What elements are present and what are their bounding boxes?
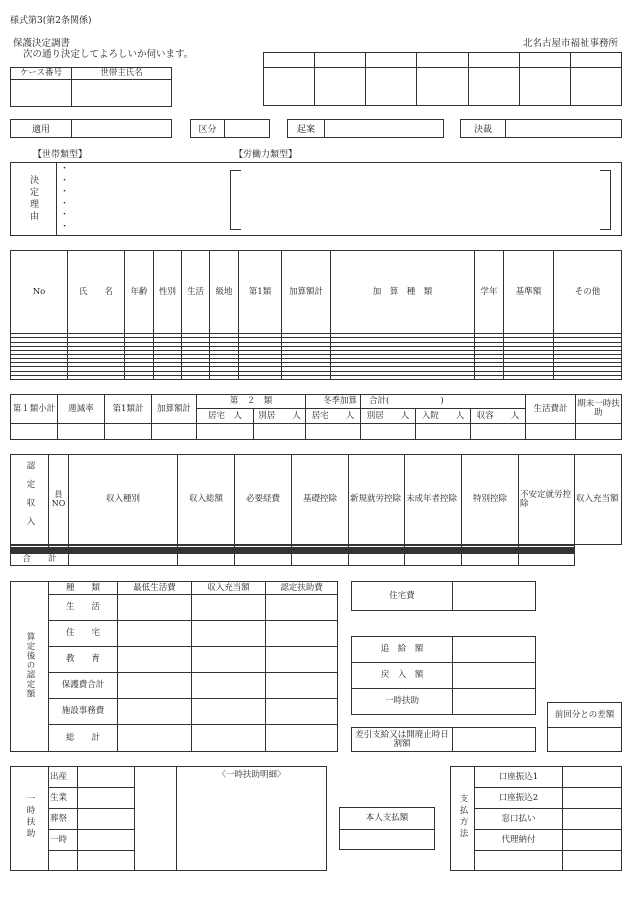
winter-facility-label: 収容 人 — [471, 409, 526, 424]
housing-cost-table — [351, 581, 536, 611]
office-name: 北名古屋市福祉事務所 — [523, 38, 619, 49]
case-info-table — [10, 67, 172, 107]
income-gross-label: 収入総額 — [178, 455, 235, 545]
type2-label: 第 ２ 類 — [197, 395, 306, 409]
winter-separate-label: 別居 人 — [361, 409, 416, 424]
temp-birth: 出産 — [49, 767, 78, 788]
net-payment-table — [351, 727, 536, 752]
pay-proxy: 代理納付 — [475, 830, 563, 851]
bracket-right — [600, 170, 611, 230]
form-number: 様式第3(第2条関係) — [10, 16, 92, 26]
col-age: 年齢 — [125, 251, 154, 334]
additional-pay-label: 追 給 額 — [352, 637, 453, 663]
required-expense-label: 必要経費 — [235, 455, 292, 545]
self-payment-label: 本人支払額 — [340, 808, 435, 830]
col-name: 氏 名 — [68, 251, 125, 334]
member-cell[interactable] — [11, 375, 68, 379]
addition-total-label: 加算額計 — [152, 395, 197, 424]
payment-method-label-cell — [451, 767, 475, 871]
living-cost-total-label: 生活費計 — [526, 395, 576, 424]
income-type-label: 収入種別 — [69, 455, 178, 545]
income-total-label: 合 計 — [11, 554, 69, 566]
row-housing: 住 宅 — [49, 621, 118, 647]
member-cell[interactable] — [239, 375, 282, 379]
type2-home-label: 居宅 人 — [197, 409, 254, 424]
post-calculation-table — [10, 581, 338, 752]
member-cell[interactable] — [554, 375, 622, 379]
type2-separate-label: 別居 人 — [254, 409, 306, 424]
reason-bullets: ・ ・ ・ ・ ・ ・ — [60, 164, 70, 232]
kubun-field[interactable] — [224, 119, 270, 138]
household-members-table — [10, 250, 622, 380]
pay-bank2: 口座振込2 — [475, 788, 563, 809]
recognized-income-table — [10, 454, 622, 566]
tekiyo-label: 適用 — [10, 119, 72, 138]
post-calc-label-cell — [11, 582, 49, 752]
income-total-cell[interactable] — [178, 554, 235, 566]
income-total-cell[interactable] — [405, 554, 462, 566]
household-type-label: 【世帯類型】 — [33, 150, 88, 160]
adjustment-table — [351, 636, 536, 715]
unstable-employment-deduction-label: 不安定就労控除 — [519, 455, 575, 545]
winter-addition-label: 冬季加算 — [306, 395, 361, 409]
row-living: 生 活 — [49, 595, 118, 621]
income-applied-amount-label: 収入充当額 — [575, 455, 622, 545]
row-facility-fee: 施設事務費 — [49, 699, 118, 725]
prev-diff-label: 前回分との差額 — [548, 703, 622, 728]
member-row — [11, 375, 622, 379]
col-standard-amount: 基準額 — [504, 251, 554, 334]
col-life: 生活 — [182, 251, 210, 334]
winter-total-label: 合計( ) — [361, 395, 526, 409]
row-protection-total: 保護費合計 — [49, 673, 118, 699]
approved-aid-label: 認定扶助費 — [266, 582, 338, 595]
income-total-row — [11, 554, 622, 566]
col-addition-types: 加 算 種 類 — [331, 251, 475, 334]
head-name-value[interactable] — [72, 80, 172, 107]
temp-aid-detail[interactable]: 〈一時扶助明細〉 — [177, 767, 327, 871]
col-addition-total: 加算額計 — [282, 251, 331, 334]
case-number-value[interactable] — [11, 80, 72, 107]
temp-occupation: 生業 — [49, 788, 78, 809]
self-payment-table — [339, 807, 435, 850]
living-cost-calc-table — [10, 394, 622, 440]
income-total-cell[interactable] — [292, 554, 349, 566]
row-grand-total: 総 計 — [49, 725, 118, 752]
basic-deduction-label: 基礎控除 — [292, 455, 349, 545]
col-sex: 性別 — [154, 251, 182, 334]
labor-type-label: 【労働力類型】 — [234, 150, 298, 160]
approval-stamp-grid — [263, 52, 622, 106]
min-living-cost-label: 最低生活費 — [118, 582, 192, 595]
housing-cost-label: 住宅費 — [352, 582, 453, 611]
income-total-cell[interactable] — [462, 554, 519, 566]
col-no: No — [11, 251, 68, 334]
member-cell[interactable] — [475, 375, 504, 379]
prev-diff-table — [547, 702, 622, 752]
pay-bank1: 口座振込1 — [475, 767, 563, 788]
col-type1: 第1類 — [239, 251, 282, 334]
col-other: その他 — [554, 251, 622, 334]
income-total-cell[interactable] — [69, 554, 178, 566]
temp-onetime: 一時 — [49, 830, 78, 851]
decision-reason-label: 決定理由 — [28, 175, 38, 223]
member-cell[interactable] — [282, 375, 331, 379]
income-label: 認定収入 — [24, 461, 35, 536]
col-grade-area: 級地 — [210, 251, 239, 334]
col-school-year: 学年 — [475, 251, 504, 334]
temp-aid-label: 一時扶助 — [352, 689, 453, 715]
bracket-left — [230, 170, 241, 230]
row-education: 教 育 — [49, 647, 118, 673]
refund-label: 戻 入 額 — [352, 663, 453, 689]
income-total-cell[interactable] — [349, 554, 405, 566]
winter-hospital-label: 入院 人 — [416, 409, 471, 424]
kubun-label: 区分 — [190, 119, 225, 138]
post-calc-label: 算定後の認定額 — [24, 631, 35, 699]
new-employment-deduction-label: 新規就労控除 — [349, 455, 405, 545]
temp-aid-table — [10, 766, 327, 871]
winter-home-label: 居宅 人 — [306, 409, 361, 424]
income-total-cell[interactable] — [519, 554, 575, 566]
document-subtitle: 次の通り決定してよろしいか伺います。 — [23, 49, 194, 60]
payment-method-label: 支払方法 — [457, 794, 468, 841]
member-cell[interactable] — [504, 375, 554, 379]
income-label-cell — [11, 455, 49, 545]
special-deduction-label: 特別控除 — [462, 455, 519, 545]
kian-label: 起案 — [287, 119, 325, 138]
member-cell[interactable] — [68, 375, 125, 379]
member-cell[interactable] — [125, 375, 154, 379]
member-cell[interactable] — [182, 375, 210, 379]
labor-type-field[interactable] — [242, 170, 597, 228]
kian-field[interactable] — [324, 119, 444, 138]
member-no-label: 員NO — [49, 455, 69, 545]
tekiyo-field[interactable] — [71, 119, 172, 138]
type1-total-label: 第1類計 — [105, 395, 152, 424]
document-title: 保護決定調書 — [13, 38, 71, 49]
income-applied-label: 収入充当額 — [192, 582, 266, 595]
payment-method-table — [450, 766, 622, 871]
kessai-label: 決裁 — [460, 119, 506, 138]
temp-aid-label-cell — [11, 767, 49, 871]
temp-aid-section-label: 一時扶助 — [24, 794, 35, 841]
case-number-label: ケース番号 — [11, 68, 72, 80]
net-payment-label: 差引支給又は開廃止時日割額 — [352, 728, 453, 752]
reduction-rate-label: 逓減率 — [58, 395, 105, 424]
member-cell[interactable] — [331, 375, 475, 379]
head-name-label: 世帯主氏名 — [72, 68, 172, 80]
pay-counter: 窓口払い — [475, 809, 563, 830]
member-cell[interactable] — [154, 375, 182, 379]
housing-cost-value[interactable] — [453, 582, 536, 611]
member-cell[interactable] — [210, 375, 239, 379]
minor-deduction-label: 未成年者控除 — [405, 455, 462, 545]
decision-reason-label-cell — [10, 162, 57, 236]
year-end-aid-label: 期末一時扶助 — [576, 395, 622, 424]
type1-subtotal-label: 第１類小計 — [11, 395, 58, 424]
kessai-field[interactable] — [505, 119, 622, 138]
temp-funeral: 葬祭 — [49, 809, 78, 830]
income-total-cell[interactable] — [235, 554, 292, 566]
kind-label: 種 類 — [49, 582, 118, 595]
